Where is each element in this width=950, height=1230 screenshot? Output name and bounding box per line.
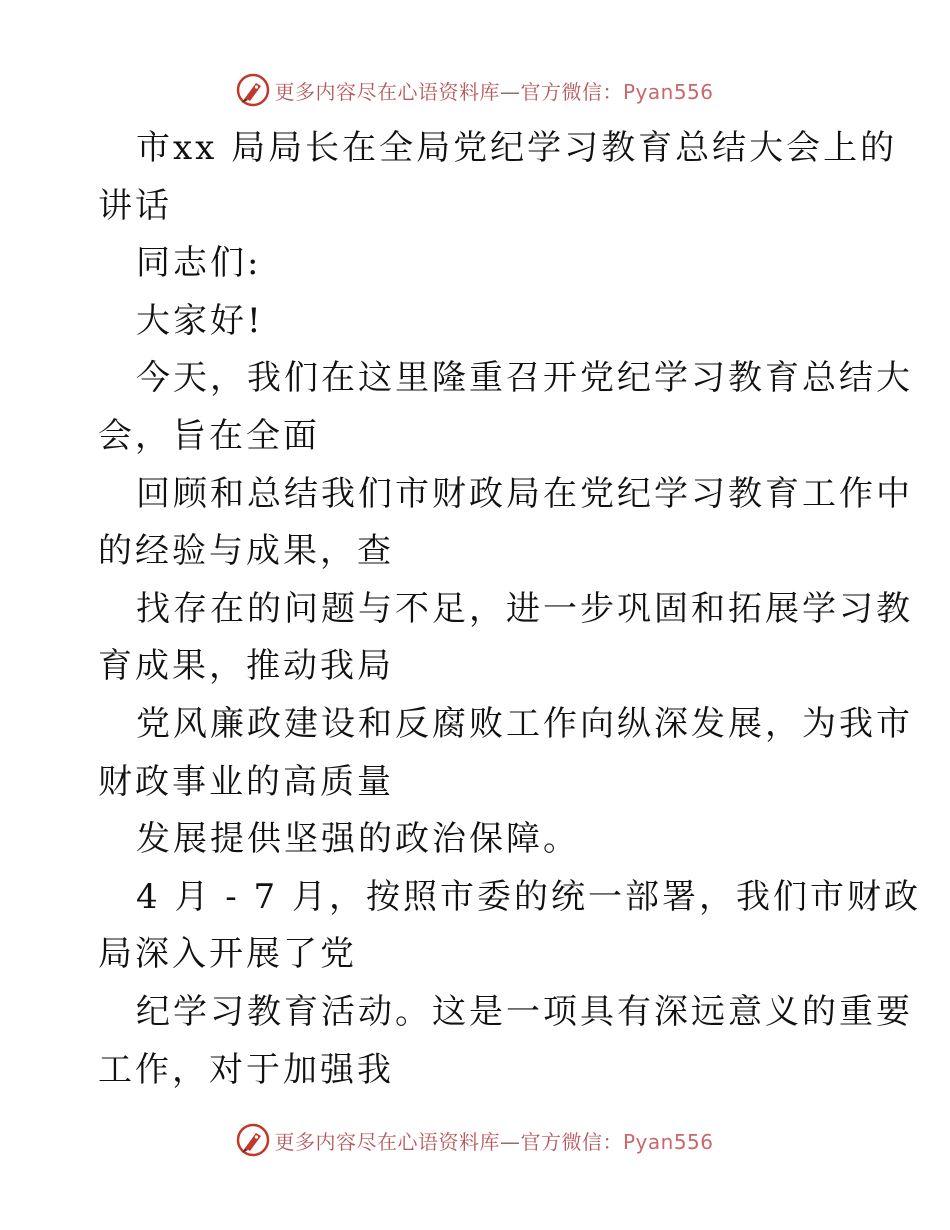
doc-line: 党风廉政建设和反腐败工作向纵深发展，为我市 xyxy=(136,703,913,744)
doc-line: 局深入开展了党 xyxy=(98,934,357,975)
doc-line: 回顾和总结我们市财政局在党纪学习教育工作中 xyxy=(136,473,913,514)
banner-promo: 更多内容尽在心语资料库 xyxy=(274,79,500,104)
doc-line: 会，旨在全面 xyxy=(98,415,320,456)
banner-text xyxy=(274,76,713,105)
doc-line: 财政事业的高质量 xyxy=(98,761,394,802)
doc-line: 今天，我们在这里隆重召开党纪学习教育总结大 xyxy=(136,358,913,399)
banner-contact-label: 官方微信： xyxy=(520,1129,623,1154)
doc-line: 讲话 xyxy=(98,185,172,226)
doc-line: 纪学习教育活动。这是一项具有深远意义的重要 xyxy=(136,991,913,1032)
banner-separator: — xyxy=(499,79,521,104)
header-banner xyxy=(0,70,950,110)
doc-line: 工作，对于加强我 xyxy=(98,1049,394,1090)
doc-line: 大家好! xyxy=(136,300,264,341)
pen-nib-logo-icon xyxy=(236,1123,270,1157)
banner-separator: — xyxy=(499,1129,521,1154)
doc-line: 同志们: xyxy=(136,243,262,284)
doc-line: 找存在的问题与不足，进一步巩固和拓展学习教 xyxy=(136,588,913,629)
doc-line: 育成果，推动我局 xyxy=(98,646,394,687)
banner-contact-handle: Pyan556 xyxy=(622,1129,714,1154)
banner-promo: 更多内容尽在心语资料库 xyxy=(274,1129,500,1154)
doc-line: 发展提供坚强的政治保障。 xyxy=(136,819,580,860)
document-body xyxy=(98,120,921,1099)
doc-line: 市xx 局局长在全局党纪学习教育总结大会上的 xyxy=(136,128,898,168)
footer-banner xyxy=(0,1120,950,1160)
doc-line: 4 月 - 7 月，按照市委的统一部署，我们市财政 xyxy=(136,876,921,917)
doc-line: 的经验与成果，查 xyxy=(98,531,394,572)
banner-contact-label: 官方微信： xyxy=(520,79,623,104)
banner-contact-handle: Pyan556 xyxy=(622,79,714,104)
pen-nib-logo-icon xyxy=(236,73,270,107)
banner-text xyxy=(274,1126,713,1155)
